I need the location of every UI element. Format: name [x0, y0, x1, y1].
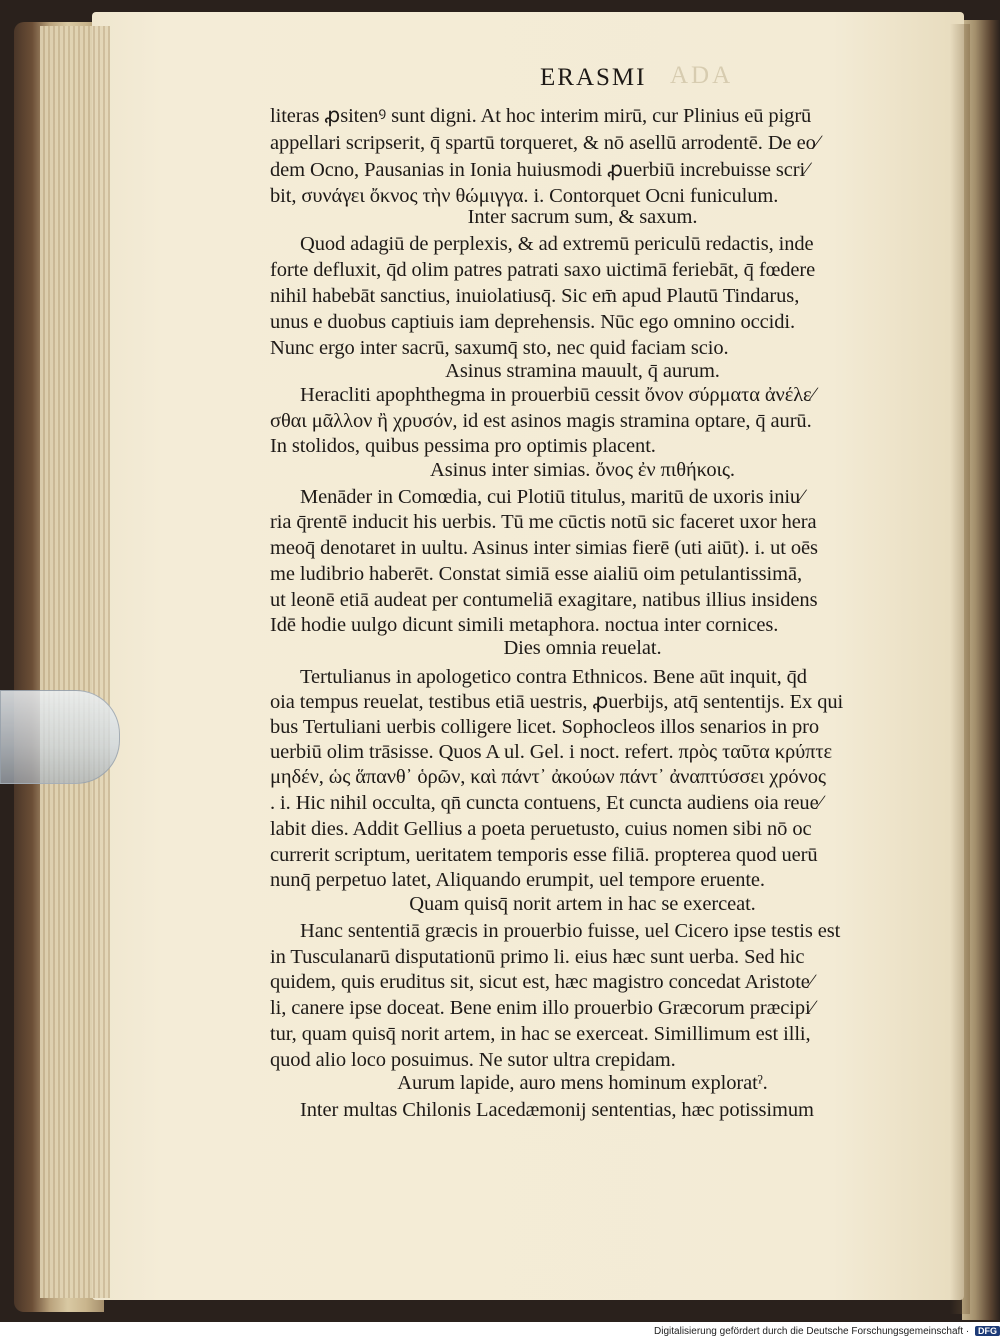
- text-line: meoq̄ denotaret in uultu. Asinus inter simias fierē (uti aiūt). i. ut oēs: [270, 537, 818, 559]
- credit-text: Digitalisierung gefördert durch die Deutsche Forschungsgemeinschaft: [654, 1326, 964, 1337]
- text-line: ria q̄rentē inducit his uerbis. Tū me cūctis notū sic faceret uxor hera: [270, 511, 817, 533]
- page-clip: [0, 690, 120, 784]
- text-line: li, canere ipse doceat. Bene enim illo prouerbio Græcorum præcipi∕: [270, 997, 814, 1019]
- text-line: quidem, quis eruditus sit, sicut est, hæc magistro concedat Aristote∕: [270, 971, 814, 993]
- text-line: in Tusculanarū disputationū primo li. eius hæc sunt uerba. Sed hic: [270, 946, 805, 968]
- text-line: uerbiū olim trāsisse. Quos A ul. Gel. i noct. refert. πρὸς ταῦτα κρύπτε: [270, 741, 833, 763]
- text-line: forte defluxit, q̄d olim patres patrati saxo uictimā feriebāt, q̄ fœdere: [270, 259, 816, 281]
- text-line: appellari scripserit, q̄ spartū torqueret, & nō asellū arrodentē. De eo∕: [270, 132, 820, 154]
- text-line: dem Ocno, Pausanias in Ionia huiusmodi ꝓuerbiū increbuisse scri∕: [270, 159, 809, 181]
- dfg-logo[interactable]: DFG: [975, 1326, 1000, 1336]
- section-heading: Inter sacrum sum, & saxum.: [467, 206, 698, 228]
- text-line: Inter multas Chilonis Lacedæmonij sententias, hæc potissimum: [300, 1099, 814, 1121]
- section-heading: Dies omnia reuelat.: [503, 637, 662, 659]
- section-heading: Asinus stramina mauult, q̄ aurum.: [445, 360, 720, 382]
- spine-shadow: [950, 24, 970, 1314]
- text-line: oia tempus reuelat, testibus etiā uestris, ꝓuerbijs, atq̄ sententijs. Ex qui: [270, 691, 844, 713]
- section-heading: Aurum lapide, auro mens hominum exploratˀ.: [397, 1072, 768, 1094]
- text-line: σθαι μᾶλλον ἢ χρυσόν, id est asinos magis stramina optare, q̄ aurū.: [270, 410, 812, 432]
- text-line: . i. Hic nihil occulta, qn̄ cuncta contuens, Et cuncta audiens oia reue∕: [270, 792, 822, 814]
- text-line: quod alio loco posuimus. Ne sutor ultra crepidam.: [270, 1049, 676, 1071]
- text-line: ut leonē etiā audeat per contumeliā exagitare, natibus illius insidens: [270, 589, 818, 611]
- text-line: currerit scriptum, ueritatem temporis esse filiā. propterea quod uerū: [270, 844, 818, 866]
- text-line: In stolidos, quibus pessima pro optimis placent.: [270, 435, 656, 457]
- text-line: nihil habebāt sanctius, inuiolatiusq̄. Sic em̄ apud Plautū Tindarus,: [270, 285, 800, 307]
- text-line: Nunc ergo inter sacrū, saxumq̄ sto, nec quid faciam scio.: [270, 337, 729, 359]
- text-line: μηδέν, ὡς ἅπανθ᾽ ὁρῶν, καὶ πάντ᾽ ἀκούων πάντ᾽ ἀναπτύσσει χρόνος: [270, 766, 826, 788]
- text-line: labit dies. Addit Gellius a poeta peruetusto, cuius nomen sibi nō oc: [270, 818, 812, 840]
- text-line: me ludibrio haberēt. Constat simiā esse aialiū oim petulantissimā,: [270, 563, 802, 585]
- text-line: Hanc sententiā græcis in prouerbio fuisse, uel Cicero ipse testis est: [300, 920, 841, 942]
- text-line: bit, συνάγει ὄκνος τὴν θώμιγγα. i. Contorquet Ocni funiculum.: [270, 185, 779, 207]
- text-line: unus e duobus captiuis iam deprehensis. Nūc ego omnino occidi.: [270, 311, 795, 333]
- text-line: Quod adagiū de perplexis, & ad extremū periculū redactis, inde: [300, 233, 814, 255]
- running-header: ERASMI: [540, 64, 647, 91]
- text-line: bus Tertuliani uerbis colligere licet. Sophocleos illos senarios in pro: [270, 716, 820, 738]
- text-line: tur, quam quisq̄ norit artem, in hac se exerceat. Simillimum est illi,: [270, 1023, 811, 1045]
- text-line: literas ꝓsitenꝰ sunt digni. At hoc interim mirū, cur Plinius eū pigrū: [270, 105, 812, 127]
- page-stack: [40, 26, 110, 1298]
- digitization-credit: [600, 1326, 1000, 1343]
- text-line: nunq̄ perpetuo latet, Aliquando erumpit, uel tempore eruente.: [270, 869, 765, 891]
- text-line: Idē hodie uulgo dicunt simili metaphora. noctua inter cornices.: [270, 614, 779, 636]
- section-heading: Asinus inter simias. ὄνος ἐν πιθήκοις.: [430, 459, 735, 481]
- text-line: Tertulianus in apologetico contra Ethnicos. Bene aūt inquit, q̄d: [300, 666, 807, 688]
- section-heading: Quam quisq̄ norit artem in hac se exerceat.: [409, 893, 756, 915]
- show-through-text: ADA: [670, 62, 734, 89]
- separator: ·: [965, 1326, 972, 1337]
- text-line: Menāder in Comœdia, cui Plotiū titulus, maritū de uxoris iniu∕: [300, 486, 804, 508]
- text-line: Heracliti apophthegma in prouerbiū cessit ὄνον σύρματα ἀνέλε∕: [300, 384, 815, 406]
